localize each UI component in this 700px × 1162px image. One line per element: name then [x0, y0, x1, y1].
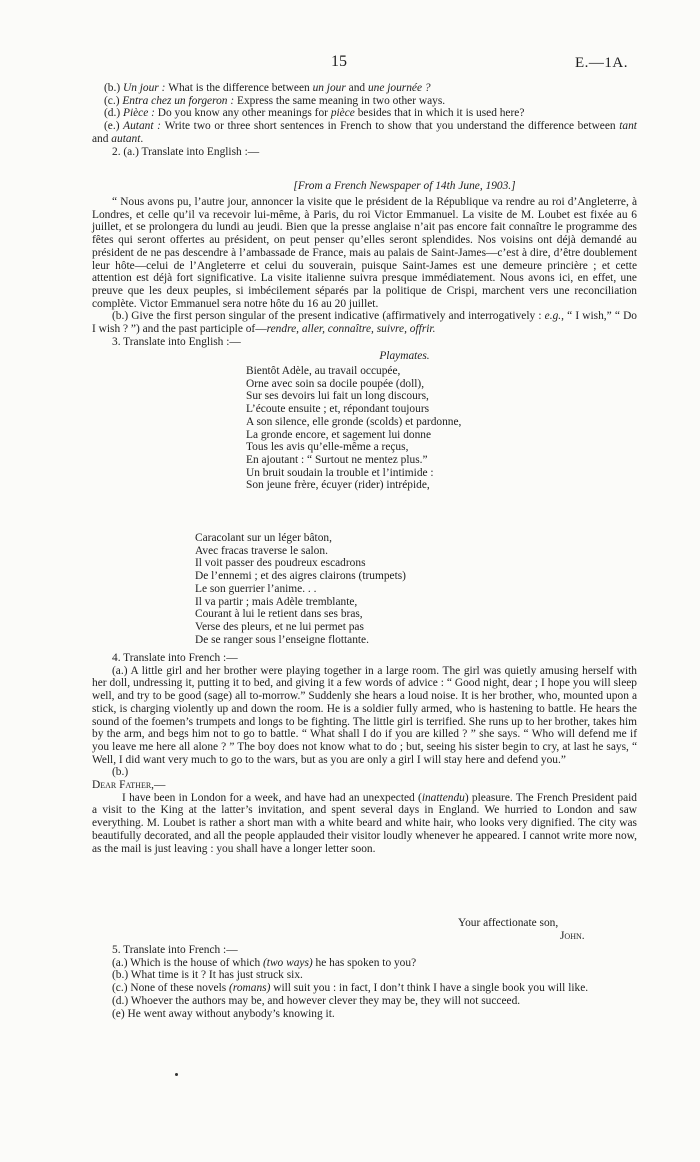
q5-c: (c.) None of these novels (romans) will suit you : in fact, I don’t think I have a single book you will like.	[112, 982, 589, 995]
poem-stanza-2	[195, 532, 406, 646]
poem-line: Le son guerrier l’anime. . .	[195, 582, 317, 595]
poem-line: Avec fracas traverse le salon.	[195, 544, 328, 557]
q1-d: (d.) Pièce : Do you know any other meanings for pièce besides that in which it is used here?	[104, 107, 525, 120]
q5-b: (b.) What time is it ? It has just struck six.	[112, 969, 303, 982]
q3-heading: 3. Translate into English :—	[112, 335, 241, 348]
letter-signature: John.	[560, 930, 585, 942]
poem-line: Bientôt Adèle, au travail occupée,	[246, 365, 401, 377]
q5-e: (e) He went away without anybody’s knowing it.	[112, 1007, 335, 1020]
q4-b-label: (b.)	[112, 766, 129, 779]
question-1-parts	[92, 82, 637, 158]
poem-line: Caracolant sur un léger bâton,	[195, 532, 332, 544]
poem-line: Orne avec soin sa docile poupée (doll),	[246, 377, 425, 390]
page-number: 15	[331, 53, 347, 70]
q2-b: (b.) Give the first person singular of the present indicative (affirmatively and interrogatively : e.g., “ I wish,” “ Do I wish ? ”) and the past participle of—rendre, aller, connaître, suivre, offrir.	[92, 310, 637, 336]
poem-line: Courant à lui le retient dans ses bras,	[195, 608, 363, 621]
q5-a: (a.) Which is the house of which (two ways) he has spoken to you?	[112, 956, 417, 969]
poem-line: Il voit passer des poudreux escadrons	[195, 557, 366, 570]
q2-heading: 2. (a.) Translate into English :—	[112, 145, 260, 158]
poem-line: En ajoutant : “ Surtout ne mentez plus.”	[246, 453, 428, 466]
poem-line: La gronde encore, et sagement lui donne	[246, 428, 432, 441]
document-reference: E.—1A.	[575, 55, 628, 71]
q1-e: (e.) Autant : Write two or three short sentences in French to show that you understand the difference between tant and autant.	[92, 120, 637, 145]
poem-stanza-1	[246, 365, 461, 492]
poem-line: Tous les avis qu’elle-même a reçus,	[246, 441, 409, 454]
letter-salutation: Dear Father,—	[92, 779, 166, 792]
q4-heading: 4. Translate into French :—	[112, 652, 238, 664]
poem-line: De se ranger sous l’enseigne flottante.	[195, 633, 369, 646]
poem-title: Playmates.	[379, 350, 430, 362]
poem-line: L’écoute ensuite ; et, répondant toujours	[246, 403, 430, 416]
question-5	[92, 944, 637, 1020]
q1-c: (c.) Entra chez un forgeron : Express the same meaning in two other ways.	[104, 94, 446, 107]
question-4	[92, 652, 637, 855]
poem-line: De l’ennemi ; et des aigres clairons (trumpets)	[195, 570, 406, 583]
q2-passage-block	[92, 196, 637, 348]
poem-line: Il va partir ; mais Adèle tremblante,	[195, 595, 358, 608]
q4-a: (a.) A little girl and her brother were playing together in a large room. The girl was quietly amusing herself with her doll, undressing it, putting it to bed, and giving it a few words of advice : “ Good night, dear ; I hope you will sleep well, and try to be good (sage) all to-morrow.” Suddenly she hears a loud noise. It is her brother, who, mounted upon a stick, is charging violently up and down the room. He is a soldier fully armed, who is hastening to battle. He hears the sound of the foemen’s trumpets and longs to be fighting. The little girl is terrified. She runs up to her brother, takes him by the arm, and begs him not to go to battle. “ What shall I do if you are killed ? ” she says. “ Who will defend me if you leave me here all alone ? ” The boy does not know what to do ; but, seeing his sister begin to cry, at last he says, “ Well, I did want very much to go to the wars, but as you are only a girl I will stay here and defend you.”	[92, 664, 637, 766]
poem-line: Sur ses devoirs lui fait un long discours,	[246, 390, 429, 403]
q2-source: [From a French Newspaper of 14th June, 1903.]	[293, 180, 516, 192]
poem-line: Verse des pleurs, et ne lui permet pas	[195, 620, 364, 633]
q2-passage: “ Nous avons pu, l’autre jour, annoncer la visite que le président de la République va rendre au roi d’Angleterre, à Londres, et celle qu’il va recevoir lui-même, à Paris, du roi Victor Emmanuel. La visite de M. Loubet est fixée au 6 juillet, et se prolongera du lundi au jeudi. Bien que la presse anglaise n’ait pas encore fait connaître le programme des fêtes qui seront offertes au président, on peut penser qu’elles seront splendides. Nos voisins ont déjà demandé au président de ne pas descendre à l’ambassade de France, mais au palais de Saint-James—c’est à dire, d’être doublement leur hôte—celui de l’Angleterre et celui du souverain, puisque Saint-James est une demeure princière ; et cette attention est déjà fort significative. La visite italienne suivra presque immédiatement. Nous avons ici, en effet, une preuve que les deux peuples, si imbécilement séparés par la politique de Crispi, marchent vers une reconciliation complète. Victor Emmanuel sera notre hôte du 16 au 20 juillet.	[92, 196, 637, 310]
poem-line: A son silence, elle gronde (scolds) et pardonne,	[246, 415, 462, 428]
q5-d: (d.) Whoever the authors may be, and however clever they may be, they will not succeed.	[112, 994, 521, 1007]
letter-body: I have been in London for a week, and have had an unexpected (inattendu) pleasure. The French President paid a visit to the King at the latter’s invitation, and spent several days in England. We hurried to London and saw everything. M. Loubet is rather a short man with a white beard and white hair, who looks very dignified. The city was beautifully decorated, and all the people applauded their visitor loudly whenever he appeared. I cannot write more now, as the mail is just leaving : you shall have a longer letter soon.	[92, 791, 637, 855]
ink-speck	[175, 1073, 178, 1076]
q5-heading: 5. Translate into French :—	[112, 944, 238, 956]
letter-closing: Your affectionate son,	[458, 917, 559, 929]
poem-line: Son jeune frère, écuyer (rider) intrépide,	[246, 479, 430, 492]
q1-b: (b.) Un jour : What is the difference between un jour and une journée ?	[104, 82, 431, 94]
poem-line: Un bruit soudain la trouble et l’intimide :	[246, 466, 434, 479]
